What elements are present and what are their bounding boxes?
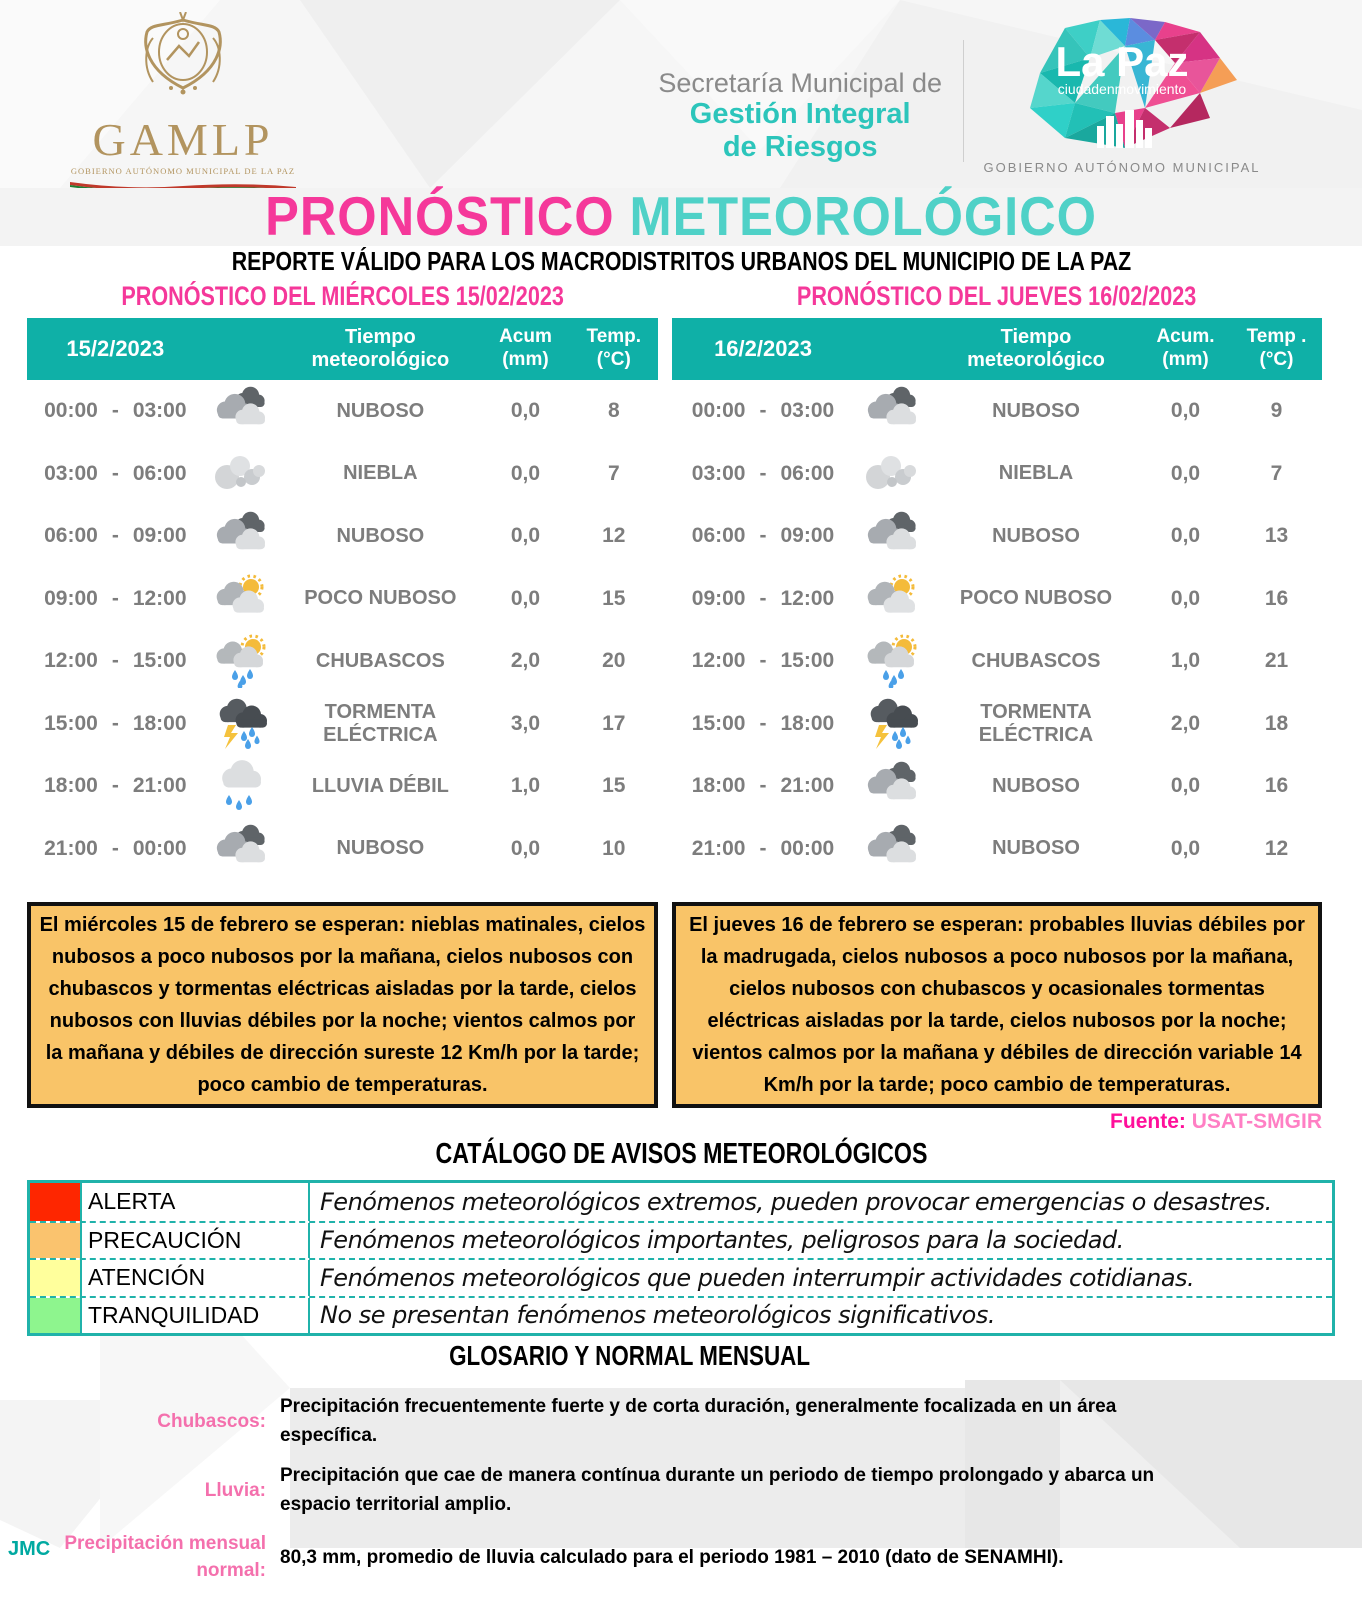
weather-label: NUBOSO: [336, 837, 425, 860]
column-date: 16/2/2023: [714, 336, 812, 361]
accumulation-value: 0,0: [1170, 461, 1201, 485]
accumulation-value: 0,0: [1170, 586, 1201, 610]
cloudy-icon: [854, 759, 932, 813]
fog-icon: [204, 447, 280, 501]
accumulation-value: 0,0: [510, 586, 541, 610]
catalog-row: [30, 1296, 1332, 1334]
time-range: 09:00 - 12:00: [44, 586, 187, 610]
time-range: 12:00 - 15:00: [691, 649, 835, 673]
time-range: 18:00 - 21:00: [44, 774, 187, 798]
alert-description: No se presentan fenómenos meteorológicos significativos.: [320, 1301, 995, 1330]
glossary-term: Chubascos:: [157, 1410, 266, 1432]
time-range: 15:00 - 18:00: [691, 711, 835, 735]
cloudy-icon: [204, 822, 280, 876]
page-title-part1: PRONÓSTICO: [265, 185, 615, 247]
time-range: 18:00 - 21:00: [691, 774, 835, 798]
cloudy-icon: [204, 384, 280, 438]
temperature-value: 16: [1264, 586, 1289, 610]
temperature-value: 12: [602, 524, 626, 548]
time-range: 03:00 - 06:00: [44, 461, 187, 485]
accumulation-value: 0,0: [510, 524, 541, 548]
forecast-table-header: [672, 318, 1322, 380]
section-title-thursday: PRONÓSTICO DEL JUEVES 16/02/2023: [797, 281, 1197, 311]
lapaz-subtitle: GOBIERNO AUTÓNOMO MUNICIPAL: [983, 160, 1261, 175]
title-band: [0, 185, 1362, 247]
accumulation-value: 2,0: [510, 649, 541, 673]
source-value: USAT-SMGIR: [1191, 1110, 1322, 1133]
light-rain-icon: [204, 759, 280, 813]
temperature-value: 8: [607, 399, 620, 423]
forecast-table-wednesday: [27, 318, 658, 880]
forecast-row: [672, 693, 1322, 756]
alert-description: Fenómenos meteorológicos importantes, peligrosos para la sociedad.: [320, 1226, 1124, 1255]
time-range: 06:00 - 09:00: [44, 524, 187, 548]
temperature-value: 18: [1264, 711, 1289, 735]
source-line: [27, 1110, 1322, 1134]
time-range: 06:00 - 09:00: [691, 524, 835, 548]
column-acum: Acum (mm): [499, 326, 552, 370]
glossary-item: [10, 1530, 1340, 1585]
forecast-row: [27, 443, 658, 506]
gamlp-subtitle: GOBIERNO AUTÓNOMO MUNICIPAL DE LA PAZ: [70, 166, 296, 176]
weather-label: NUBOSO: [336, 399, 425, 422]
alert-level-label: ATENCIÓN: [82, 1260, 310, 1296]
accumulation-value: 0,0: [510, 461, 541, 485]
glossary-term: Precipitación mensual normal:: [64, 1532, 266, 1582]
column-temp: Temp . (°C): [1246, 326, 1307, 370]
time-range: 00:00 - 03:00: [691, 399, 835, 423]
temperature-value: 10: [602, 836, 626, 860]
accumulation-value: 1,0: [1170, 649, 1201, 673]
weather-label: NIEBLA: [343, 462, 418, 485]
weather-label: TORMENTA ELÉCTRICA: [323, 700, 438, 746]
source-label: Fuente:: [1110, 1110, 1186, 1133]
catalog-row: [30, 1258, 1332, 1296]
cloudy-icon: [854, 822, 932, 876]
summary-box-thursday: El jueves 16 de febrero se esperan: probables lluvias débiles por la madrugada, cielos nubosos a poco nubosos por la mañana, cielos nubosos con chubascos y ocasionales tormentas eléctricas aisladas por la tarde, cielos nubosos por la noche; vientos calmos por la mañana y débiles de dirección variable 14 Km/h por la tarde; poco cambio de temperaturas.: [672, 902, 1322, 1108]
forecast-row: [27, 380, 658, 443]
glossary-item: [10, 1392, 1340, 1451]
catalog-table: [27, 1180, 1335, 1336]
time-range: 09:00 - 12:00: [691, 586, 835, 610]
catalog-row: [30, 1221, 1332, 1259]
accumulation-value: 0,0: [510, 836, 541, 860]
partly-cloudy-icon: [854, 572, 932, 626]
alert-description: Fenómenos meteorológicos extremos, pueden provocar emergencias o desastres.: [320, 1187, 1272, 1216]
alert-description: Fenómenos meteorológicos que pueden interrumpir actividades cotidianas.: [320, 1263, 1195, 1292]
thunderstorm-icon: [854, 697, 932, 751]
weather-label: CHUBASCOS: [971, 649, 1101, 672]
glossary-term: Lluvia:: [204, 1479, 266, 1501]
gamlp-crest-icon: [123, 12, 243, 117]
alert-level-label: PRECAUCIÓN: [82, 1223, 310, 1259]
forecast-table-thursday: [672, 318, 1322, 880]
sun-rain-icon: [854, 634, 932, 688]
section-title-wednesday: PRONÓSTICO DEL MIÉRCOLES 15/02/2023: [121, 281, 564, 311]
temperature-value: 7: [1270, 461, 1283, 485]
weather-label: TORMENTA ELÉCTRICA: [978, 700, 1094, 746]
glossary-definition: 80,3 mm, promedio de lluvia calculado para el periodo 1981 – 2010 (dato de SENAMHI).: [280, 1546, 1064, 1568]
page-title-part2: METEOROLÓGICO: [614, 185, 1097, 247]
glossary-title: GLOSARIO Y NORMAL MENSUAL: [449, 1340, 811, 1371]
temperature-value: 17: [602, 711, 626, 735]
time-range: 21:00 - 00:00: [44, 836, 187, 860]
forecast-table-header: [27, 318, 658, 380]
accumulation-value: 0,0: [510, 399, 541, 423]
weather-label: NUBOSO: [992, 774, 1080, 797]
accumulation-value: 0,0: [1170, 836, 1201, 860]
page-header: [0, 0, 1362, 188]
lapaz-logo: [972, 18, 1272, 175]
forecast-row: [672, 630, 1322, 693]
accumulation-value: 0,0: [1170, 524, 1201, 548]
forecast-row: [672, 568, 1322, 631]
cloudy-icon: [854, 384, 932, 438]
accumulation-value: 0,0: [1170, 399, 1201, 423]
temperature-value: 9: [1270, 399, 1283, 423]
column-temp: Temp. (°C): [586, 326, 642, 370]
alert-color-swatch: [30, 1298, 82, 1334]
author-initials: JMC: [8, 1538, 51, 1560]
temperature-value: 13: [1264, 524, 1289, 548]
alert-color-swatch: [30, 1260, 82, 1296]
accumulation-value: 2,0: [1170, 711, 1201, 735]
weather-label: CHUBASCOS: [315, 649, 445, 672]
secretaria-text: [658, 68, 942, 163]
weather-label: LLUVIA DÉBIL: [311, 774, 449, 797]
time-range: 00:00 - 03:00: [44, 399, 187, 423]
time-range: 12:00 - 15:00: [44, 649, 187, 673]
accumulation-value: 3,0: [510, 711, 541, 735]
glossary-definition: Precipitación que cae de manera contínua durante un periodo de tiempo prolongado y abarca un espacio territorial amplio.: [280, 1464, 1155, 1516]
forecast-row: [672, 380, 1322, 443]
catalog-title: CATÁLOGO DE AVISOS METEOROLÓGICOS: [435, 1138, 927, 1170]
gamlp-acronym: GAMLP: [92, 114, 274, 165]
temperature-value: 21: [1264, 649, 1289, 673]
time-range: 15:00 - 18:00: [44, 711, 187, 735]
weather-label: NUBOSO: [992, 837, 1080, 860]
forecast-row: [672, 755, 1322, 818]
weather-label: NUBOSO: [992, 399, 1080, 422]
forecast-row: [672, 505, 1322, 568]
svg-text:La Paz: La Paz: [1054, 38, 1189, 85]
secretaria-line2: Gestión Integral: [689, 98, 911, 131]
column-weather: Tiempo meteorológico: [967, 326, 1105, 371]
weather-label: NUBOSO: [336, 524, 425, 547]
partly-cloudy-icon: [204, 572, 280, 626]
forecast-row: [27, 818, 658, 881]
accumulation-value: 1,0: [510, 774, 541, 798]
alert-level-label: TRANQUILIDAD: [82, 1298, 310, 1334]
alert-color-swatch: [30, 1183, 82, 1221]
glossary-list: [10, 1392, 1340, 1595]
alert-color-swatch: [30, 1223, 82, 1259]
temperature-value: 20: [602, 649, 626, 673]
time-range: 03:00 - 06:00: [691, 461, 835, 485]
forecast-row: [672, 818, 1322, 881]
temperature-value: 12: [1264, 836, 1289, 860]
glossary-item: [10, 1461, 1340, 1520]
column-acum: Acum. (mm): [1156, 326, 1215, 370]
lapaz-map-icon: [1005, 18, 1240, 156]
forecast-row: [27, 630, 658, 693]
fog-icon: [854, 447, 932, 501]
catalog-row: [30, 1183, 1332, 1221]
cloudy-icon: [204, 509, 280, 563]
cloudy-icon: [854, 509, 932, 563]
temperature-value: 16: [1264, 774, 1289, 798]
summary-box-wednesday: El miércoles 15 de febrero se esperan: nieblas matinales, cielos nubosos a poco nubosos por la mañana, cielos nubosos con chubascos y tormentas eléctricas aisladas por la tarde, cielos nubosos con lluvias débiles por la noche; vientos calmos por la mañana y débiles de dirección sureste 12 Km/h por la tarde; poco cambio de temperaturas.: [27, 902, 658, 1108]
forecast-row: [27, 568, 658, 631]
weather-label: NIEBLA: [998, 462, 1074, 485]
forecast-row: [27, 505, 658, 568]
report-subtitle: REPORTE VÁLIDO PARA LOS MACRODISTRITOS URBANOS DEL MUNICIPIO DE LA PAZ: [231, 246, 1131, 276]
forecast-row: [27, 693, 658, 756]
sun-rain-icon: [204, 634, 280, 688]
forecast-row: [27, 755, 658, 818]
temperature-value: 15: [602, 586, 626, 610]
temperature-value: 15: [602, 774, 626, 798]
temperature-value: 7: [607, 461, 620, 485]
header-divider: [963, 40, 964, 162]
weather-label: POCO NUBOSO: [304, 587, 457, 610]
alert-level-label: ALERTA: [82, 1183, 310, 1221]
gamlp-logo: [58, 12, 308, 194]
glossary-definition: Precipitación frecuentemente fuerte y de corta duración, generalmente focalizada en un área específica.: [280, 1396, 1117, 1447]
weather-label: NUBOSO: [992, 524, 1080, 547]
time-range: 21:00 - 00:00: [691, 836, 835, 860]
weather-label: POCO NUBOSO: [959, 587, 1113, 610]
secretaria-line3: de Riesgos: [722, 130, 878, 163]
accumulation-value: 0,0: [1170, 774, 1201, 798]
svg-text:ciudadenmovimiento: ciudadenmovimiento: [1057, 81, 1186, 97]
forecast-row: [672, 443, 1322, 506]
thunderstorm-icon: [204, 697, 280, 751]
secretaria-line1: Secretaría Municipal de: [658, 68, 942, 98]
column-weather: Tiempo meteorológico: [311, 326, 450, 371]
column-date: 15/2/2023: [66, 336, 165, 361]
